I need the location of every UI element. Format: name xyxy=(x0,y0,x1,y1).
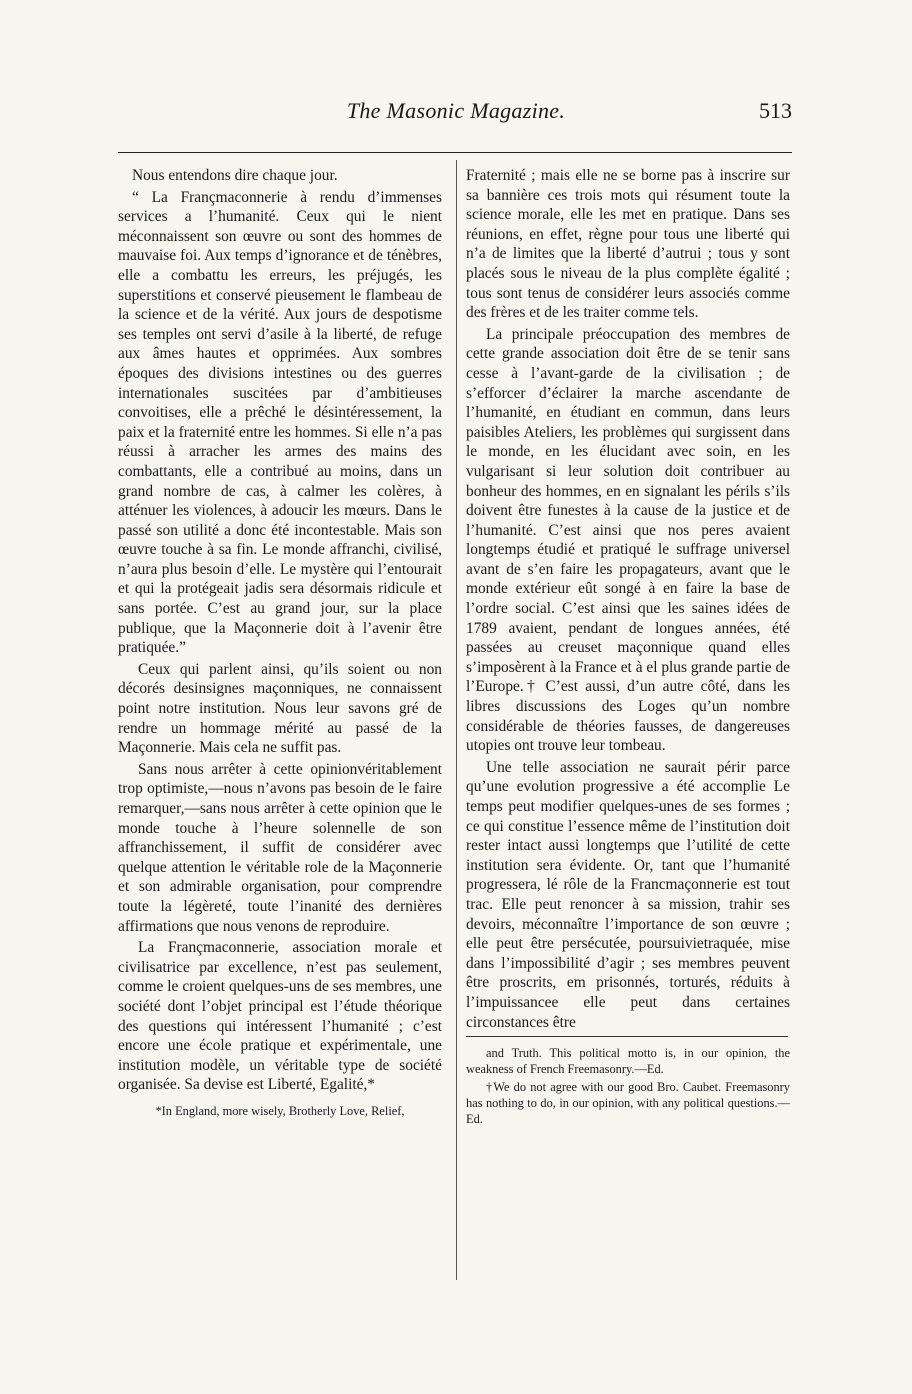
footnote-rule xyxy=(466,1036,788,1037)
page-number: 513 xyxy=(759,98,792,123)
magazine-title: The Masonic Magazine. xyxy=(346,98,566,123)
footnote: and Truth. This political motto is, in our opinion, the weakness of French Freemasonry.—Ed. xyxy=(466,1046,790,1077)
footnote: †We do not agree with our good Bro. Caubet. Freemasonry has nothing to do, in our opinion, with any political questions.—Ed. xyxy=(466,1080,790,1127)
footnotes xyxy=(118,1103,442,1119)
running-header xyxy=(120,98,792,132)
paragraph: Fraternité ; mais elle ne se borne pas à inscrire sur sa bannière ces trois mots qui résument toute la science morale, elle les met en pratique. Dans ses réunions, en effet, règne pour tous une liberté qui n’a de limites que la liberté d’autrui ; tous y sont placés sous le niveau de la plus complète égalité ; tous sont tenus de considérer leurs associés comme des frères et de les traiter comme tels. xyxy=(466,167,790,322)
column-divider xyxy=(456,160,457,1280)
paragraph: La principale préoccupation des membres de cette grande association doit être de se tenir sans cesse à l’avant-garde de la civilisation ; de s’efforcer d’éclairer la marche ascendante de l’humanité, en étudiant en commun, dans leurs paisibles Ateliers, les problèmes qui surgissent dans le monde, en les élucidant avec soin, en les vulgarisant si leur solution doit contribuer au bonheur des hommes, en en signalant les périls s’ils doivent être funestes à la cause de la justice et de l’humanité. C’est ainsi que nos peres avaient longtemps étudié et pratiqué le suffrage universel avant de s’en faire les propagateurs, avant que le monde extérieur eût songé à en faire la base de l’ordre social. C’est ainsi que les saines idées de 1789 avaient, pendant de longues années, été passées au creuset maçonnique quand elles s’imposèrent à la France et à el plus grande partie de l’Europe.† C’est aussi, d’un autre côté, dans les libres discussions des Loges qu’un nombre considérable de théories fausses, de dangereuses utopies ont trouve leur tombeau. xyxy=(466,325,790,755)
header-rule xyxy=(118,152,792,153)
right-column xyxy=(466,166,790,1129)
footnote: *In England, more wisely, Brotherly Love, Relief, xyxy=(155,1103,405,1118)
paragraph: Nous entendons dire chaque jour. xyxy=(132,167,338,184)
paragraph: “ La Françmaconnerie à rendu d’immenses services a l’humanité. Ceux qui le nient méconnaissent son œuvre ou sont des hommes de mauvaise foi. Aux temps d’ignorance et de ténèbres, elle a combattu les erreurs, les préjugés, les superstitions et conservé pieusement le flambeau de la science et de la vérité. Aux jours de despotisme ses temples ont servi d’asile à la liberté, de refuge aux âmes hautes et opprimées. Aux sombres époques des divisions intestines ou des guerres internationales suscitées par d’ambitieuses convoitises, elle a prêché le désintéressement, la paix et la fraternité entre les hommes. Si elle n’a pas réussi à arracher les armes des mains des combattants, elle a contribué au moins, dans un grand nombre de cas, à calmer les colères, à atténuer les violences, à adoucir les mœurs. Dans le passé son utilité a donc été incontestable. Mais son œuvre touche à sa fin. Le monde affranchi, civilisé, n’aura plus besoin d’elle. Le mystère qui l’entourait et qui la protégeait jadis sera désormais ridicule et sans portée. C’est au grand jour, sur la place publique, que la Maçonnerie doit à l’avenir être pratiquée.” xyxy=(118,188,442,657)
paragraph: Ceux qui parlent ainsi, qu’ils soient ou non décorés desinsignes maçonniques, ne connaissent point notre institution. Nous leur savons gré de rendre un hommage mérité au passé de la Maçonnerie. Mais cela ne suffit pas. xyxy=(118,660,442,757)
paragraph: La Françmaconnerie, association morale et civilisatrice par excellence, n’est pas seulement, comme le croient quelques-uns de ses membres, une société dont l’objet principal est l’étude théorique des questions qui intéressent l’humanité ; c’est encore une école pratique et expérimentale, une institution modèle, un véritable type de société organisée. Sa devise est Liberté, Egalité,* xyxy=(118,939,442,1094)
paragraph: Une telle association ne saurait périr parce qu’une evolution progressive a été accomplie Le temps peut modifier quelques-unes de ses formes ; ce qui constitue l’essence même de l’institution doit rester intact aussi longtemps que l’utilité de cette institution sera évidente. Or, tant que l’humanité progressera, lé rôle de la Francmaçonnerie est tout trac. Elle peut renoncer à sa mission, trahir ses devoirs, méconnaître l’importance de son œuvre ; elle peut être persécutée, poursuivietraquée, mise dans l’impossibilité d’agir ; ses membres peuvent être proscrits, em prisonnés, torturés, réduits à l’impuissancee elle peut dans certaines circonstances être xyxy=(466,758,790,1031)
left-column xyxy=(118,166,442,1121)
paragraph: Sans nous arrêter à cette opinionvéritablement trop optimiste,—nous n’avons pas besoin de le faire remarquer,—sans nous arrêter à cette opinion que le monde touche à l’heure solennelle de son affranchissement, il suffit de considérer avec quelque attention le véritable role de la Maçonnerie et son admirable organisation, pour comprendre toute la légèreté, toute l’inanité des dernières affirmations que nous venons de reproduire. xyxy=(118,760,442,935)
